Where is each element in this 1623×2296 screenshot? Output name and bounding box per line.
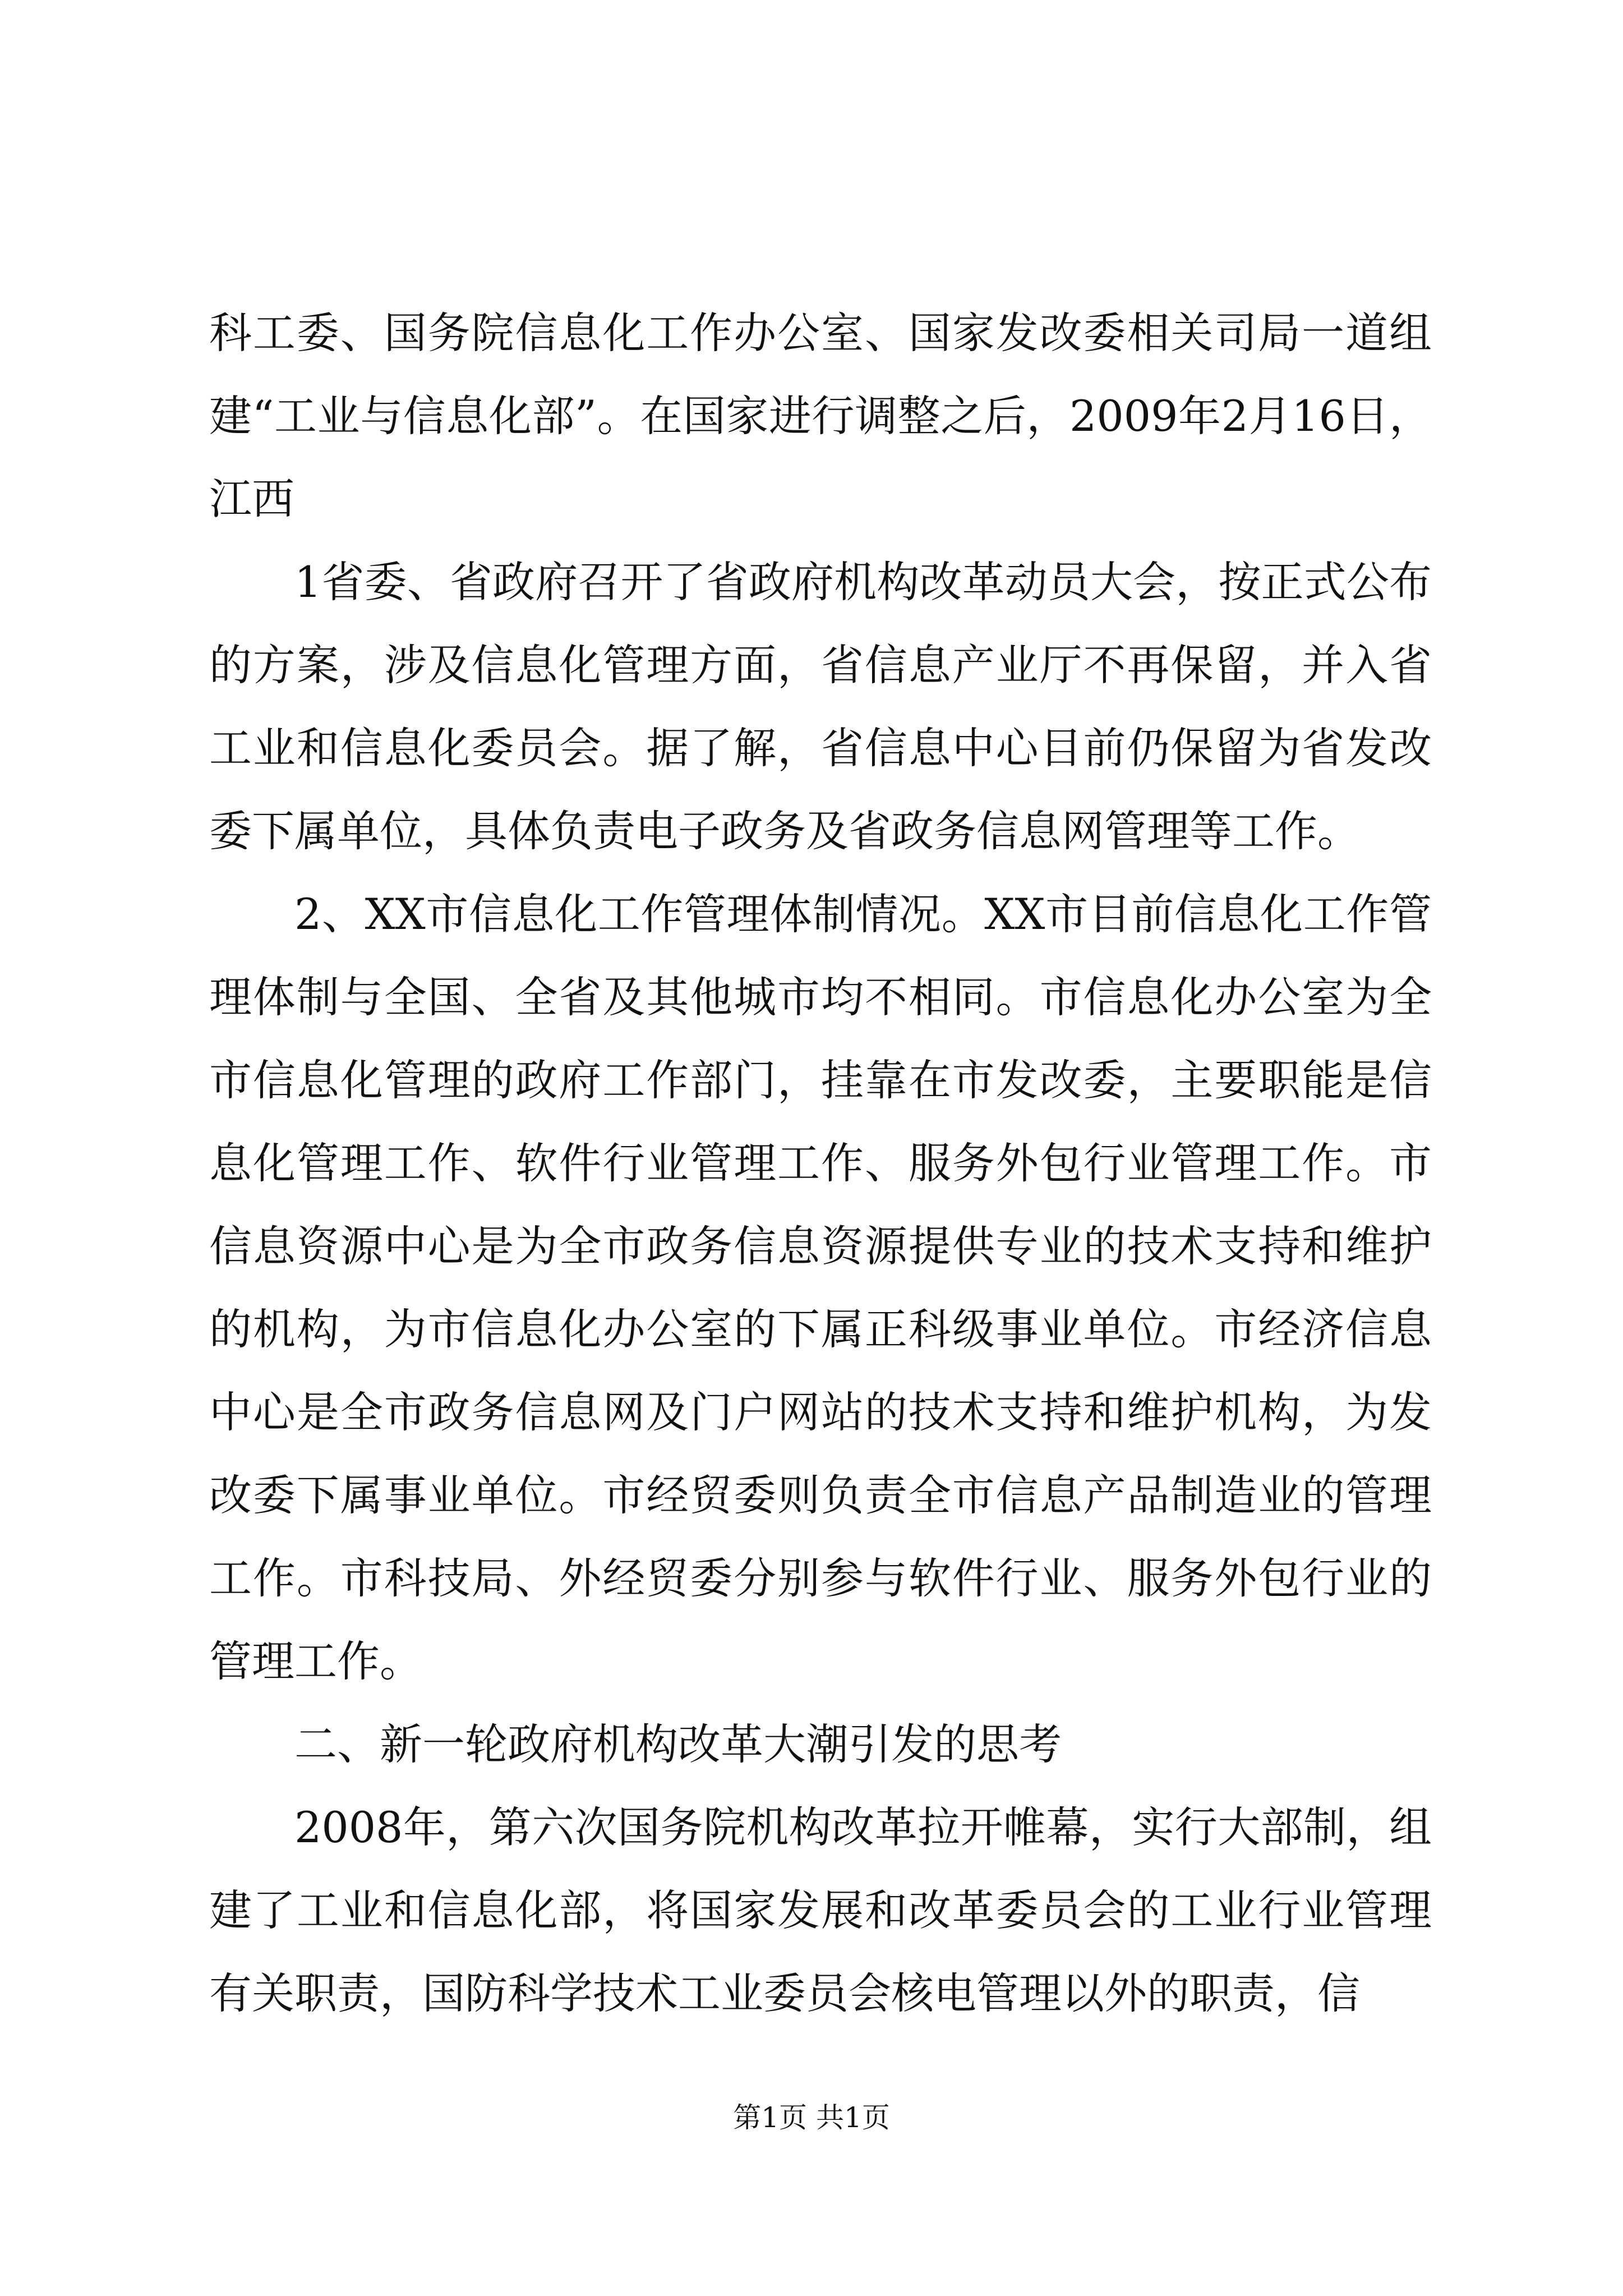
document-body [209,292,1432,2035]
paragraph-4: 2008年，第六次国务院机构改革拉开帷幕，实行大部制，组建了工业和信息化部，将国家发展和改革委员会的工业行业管理有关职责，国防科学技术工业委员会核电管理以外的职责，信 [209,1802,1432,2018]
section-heading: 二、新一轮政府机构改革大潮引发的思考 [294,1719,1062,1769]
page-footer: 第1页 共1页 [733,2101,890,2134]
paragraph-2: 1省委、省政府召开了省政府机构改革动员大会，按正式公布的方案，涉及信息化管理方面，省信息产业厅不再保留，并入省工业和信息化委员会。据了解，省信息中心目前仍保留为省发改委下属单位，具体负责电子政务及省政务信息网管理等工作。 [209,557,1432,856]
paragraph-3: 2、XX市信息化工作管理体制情况。XX市目前信息化工作管理体制与全国、全省及其他城市均不相同。市信息化办公室为全市信息化管理的政府工作部门，挂靠在市发改委，主要职能是信息化管理工作、软件行业管理工作、服务外包行业管理工作。市信息资源中心是为全市政务信息资源提供专业的技术支持和维护的机构，为市信息化办公室的下属正科级事业单位。市经济信息中心是全市政务信息网及门户网站的技术支持和维护机构，为发改委下属事业单位。市经贸委则负责全市信息产品制造业的管理工作。市科技局、外经贸委分别参与软件行业、服务外包行业的管理工作。 [209,889,1432,1686]
paragraph-1: 科工委、国务院信息化工作办公室、国家发改委相关司局一道组建“工业与信息化部”。在国家进行调整之后，2009年2月16日，江西 [209,308,1432,524]
